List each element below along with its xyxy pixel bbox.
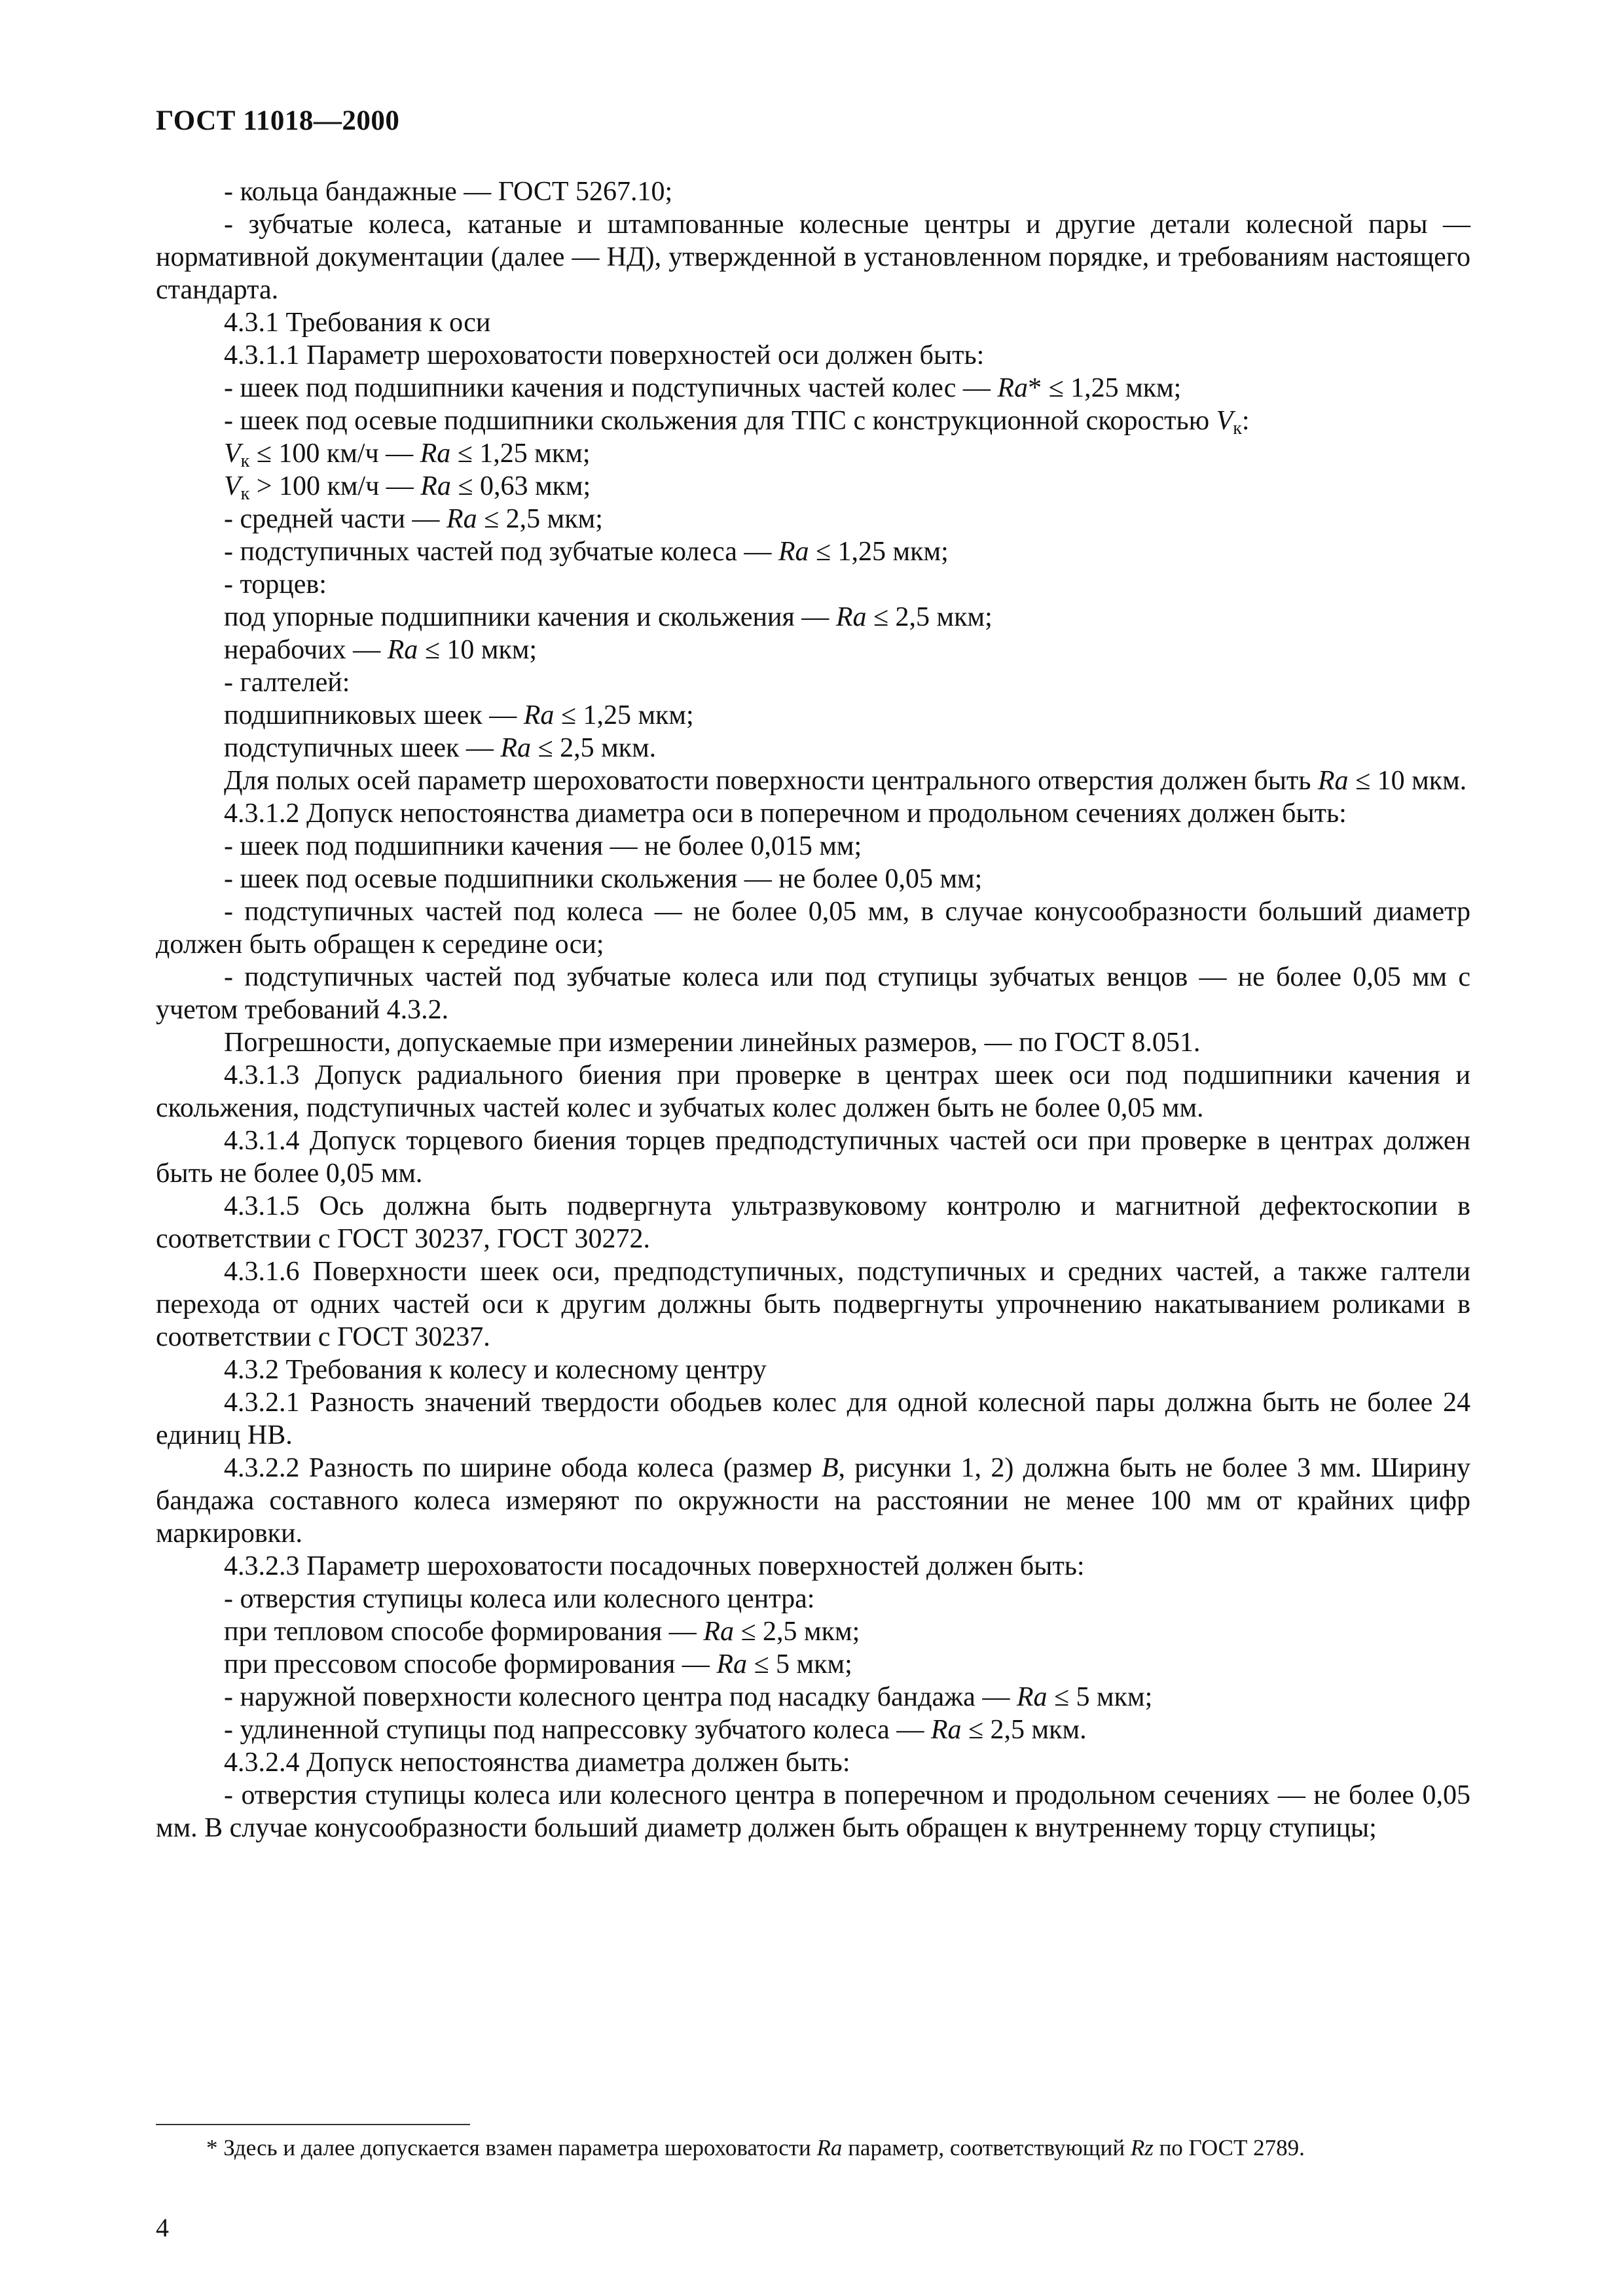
text-run: ≤ 0,63 мкм; — [450, 471, 591, 501]
paragraph — [156, 437, 1470, 470]
text-run: ≤ 100 км/ч — — [249, 439, 420, 469]
text-run: подступичных шеек — — [224, 733, 501, 763]
paragraph — [156, 306, 1470, 339]
paragraph — [156, 568, 1470, 601]
subscript: к — [1233, 418, 1242, 439]
subscript: к — [240, 451, 250, 471]
footnote — [156, 2134, 1470, 2162]
page-number: 4 — [156, 2213, 169, 2242]
text-run: * ≤ 1,25 мкм; — [1028, 373, 1182, 403]
text-run: ≤ 1,25 мкм; — [809, 537, 949, 567]
italic-symbol: Ra — [500, 733, 532, 763]
italic-symbol: Ra — [446, 504, 477, 534]
paragraph — [156, 1583, 1470, 1615]
paragraph — [156, 1026, 1470, 1059]
text-run: при прессовом способе формирования — — [224, 1649, 717, 1679]
text-run: под упорные подшипники качения и скольжения — — [224, 602, 836, 632]
text-run: - средней части — — [224, 504, 447, 534]
text-run: - подступичных частей под зубчатые колеса или под ступицы зубчатых венцов — не более 0,05 мм с учетом требований 4.3.2. — [156, 962, 1470, 1025]
paragraph — [156, 601, 1470, 634]
paragraph — [156, 732, 1470, 764]
paragraph — [156, 1354, 1470, 1386]
text-run: параметр, соответствующий — [842, 2135, 1131, 2161]
text-run: ≤ 2,5 мкм. — [531, 733, 657, 763]
italic-symbol: В — [821, 1453, 839, 1483]
text-run: - зубчатые колеса, катаные и штампованные колесные центры и другие детали колесной пары — нормативной документации (далее — НД), утвержденной в установленном порядке, и требованиям настоящего стандарта. — [156, 209, 1470, 305]
text-run: , рисунки 1, 2) должна быть не более 3 мм. Ширину бандажа составного колеса измеряют по окружности на расстоянии не менее 100 мм от крайних цифр маркировки. — [156, 1453, 1470, 1549]
document-header: ГОСТ 11018—2000 — [156, 105, 400, 136]
text-run: 4.3.2.2 Разность по ширине обода колеса (размер — [224, 1453, 822, 1483]
footnote-divider — [156, 2124, 470, 2125]
paragraph — [156, 830, 1470, 863]
paragraph — [156, 470, 1470, 503]
paragraph — [156, 666, 1470, 699]
paragraph — [156, 1255, 1470, 1354]
text-run: по ГОСТ 2789. — [1153, 2135, 1305, 2161]
italic-symbol: Ra — [420, 471, 451, 501]
paragraph — [156, 1452, 1470, 1550]
text-run: - торцев: — [224, 569, 327, 600]
italic-symbol: Ra — [778, 537, 809, 567]
paragraph — [156, 895, 1470, 961]
text-run: Погрешности, допускаемые при измерении линейных размеров, — по ГОСТ 8.051. — [224, 1028, 1201, 1058]
italic-symbol: Ra — [716, 1649, 747, 1679]
paragraph — [156, 372, 1470, 404]
text-run: ≤ 1,25 мкм; — [554, 700, 694, 730]
text-run: 4.3.2 Требования к колесу и колесному центру — [224, 1355, 767, 1385]
paragraph — [156, 503, 1470, 535]
paragraph — [156, 1190, 1470, 1255]
italic-symbol: V — [224, 471, 241, 501]
paragraph — [156, 404, 1470, 437]
paragraph — [156, 699, 1470, 732]
text-run: 4.3.2.3 Параметр шероховатости посадочных поверхностей должен быть: — [224, 1551, 1085, 1581]
italic-symbol: Ra — [1317, 766, 1349, 796]
paragraph — [156, 797, 1470, 830]
text-run: * Здесь и далее допускается взамен параметра шероховатости — [206, 2135, 817, 2161]
italic-symbol: Ra — [703, 1617, 734, 1647]
italic-symbol: V — [224, 439, 241, 469]
italic-symbol: Ra — [523, 700, 555, 730]
text-run: 4.3.1.4 Допуск торцевого биения торцев предподступичных частей оси при проверке в центрах должен быть не более 0,05 мм. — [156, 1126, 1470, 1189]
paragraph — [156, 1779, 1470, 1844]
text-run: нерабочих — — [224, 635, 388, 665]
italic-symbol: Ra — [997, 373, 1029, 403]
text-run: 4.3.1.3 Допуск радиального биения при проверке в центрах шеек оси под подшипники качения и скольжения, подступичных частей колес и зубчатых колес должен быть не более 0,05 мм. — [156, 1060, 1470, 1123]
paragraph — [156, 1746, 1470, 1779]
text-run: при тепловом способе формирования — — [224, 1617, 704, 1647]
text-run: - отверстия ступицы колеса или колесного центра в поперечном и продольном сечениях — не более 0,05 мм. В случае конусообразности больший диаметр должен быть обращен к внутреннему торцу ступицы; — [156, 1780, 1470, 1843]
paragraph — [156, 1550, 1470, 1583]
text-run: ≤ 5 мкм; — [1047, 1682, 1153, 1712]
text-run: ≤ 2,5 мкм; — [733, 1617, 860, 1647]
text-run: ≤ 10 мкм. — [1348, 766, 1467, 796]
italic-symbol: Ra — [835, 602, 867, 632]
italic-symbol: Ra — [387, 635, 418, 665]
italic-symbol: Ra — [816, 2135, 843, 2161]
paragraph — [156, 1386, 1470, 1452]
footnote-text — [156, 2134, 1470, 2162]
italic-symbol: Rz — [1130, 2135, 1154, 2161]
text-run: > 100 км/ч — — [249, 471, 421, 501]
text-run: - подступичных частей под колеса — не более 0,05 мм, в случае конусообразности больший диаметр должен быть обращен к середине оси; — [156, 897, 1470, 960]
paragraph — [156, 961, 1470, 1026]
paragraph — [156, 634, 1470, 666]
paragraph — [156, 339, 1470, 372]
text-run: подшипниковых шеек — — [224, 700, 524, 730]
text-run: - удлиненной ступицы под напрессовку зубчатого колеса — — [224, 1715, 931, 1745]
text-run: : — [1241, 406, 1250, 436]
text-run: - кольца бандажные — ГОСТ 5267.10; — [224, 177, 673, 207]
text-run: ≤ 10 мкм; — [418, 635, 538, 665]
paragraph — [156, 1648, 1470, 1681]
text-run: - наружной поверхности колесного центра под насадку бандажа — — [224, 1682, 1017, 1712]
italic-symbol: Ra — [420, 439, 451, 469]
italic-symbol: V — [1216, 406, 1233, 436]
text-run: ≤ 5 мкм; — [746, 1649, 852, 1679]
paragraph — [156, 1615, 1470, 1648]
text-run: 4.3.1 Требования к оси — [224, 308, 491, 338]
paragraph — [156, 175, 1470, 208]
subscript: к — [240, 484, 250, 504]
text-run: - подступичных частей под зубчатые колеса — — [224, 537, 778, 567]
text-run: - шеек под подшипники качения и подступичных частей колес — — [224, 373, 998, 403]
text-run: - галтелей: — [224, 668, 350, 698]
paragraph — [156, 1713, 1470, 1746]
paragraph — [156, 863, 1470, 895]
text-run: 4.3.2.4 Допуск непостоянства диаметра должен быть: — [224, 1748, 850, 1778]
text-run: 4.3.1.2 Допуск непостоянства диаметра оси в поперечном и продольном сечениях должен быть: — [224, 798, 1347, 829]
paragraph — [156, 1059, 1470, 1124]
paragraph — [156, 1681, 1470, 1713]
document-body — [156, 175, 1470, 1844]
italic-symbol: Ra — [930, 1715, 962, 1745]
text-run: - шеек под осевые подшипники скольжения для ТПС с конструкционной скоростью — [224, 406, 1216, 436]
text-run: Для полых осей параметр шероховатости поверхности центрального отверстия должен быть — [224, 766, 1318, 796]
paragraph — [156, 208, 1470, 306]
text-run: 4.3.1.1 Параметр шероховатости поверхностей оси должен быть: — [224, 340, 985, 370]
text-run: 4.3.1.6 Поверхности шеек оси, предподступичных, подступичных и средних частей, а также галтели перехода от одних частей оси к другим должны быть подвергнуты упрочнению накатыванием роликами в соответствии с ГОСТ 30237. — [156, 1257, 1470, 1352]
text-run: 4.3.1.5 Ось должна быть подвергнута ультразвуковому контролю и магнитной дефектоскопии в соответствии с ГОСТ 30237, ГОСТ 30272. — [156, 1191, 1470, 1254]
paragraph — [156, 535, 1470, 568]
paragraph — [156, 1124, 1470, 1190]
text-run: - шеек под подшипники качения — не более 0,015 мм; — [224, 831, 862, 861]
text-run: - отверстия ступицы колеса или колесного центра: — [224, 1584, 815, 1614]
text-run: ≤ 2,5 мкм; — [477, 504, 603, 534]
text-run: ≤ 2,5 мкм; — [866, 602, 993, 632]
text-run: - шеек под осевые подшипники скольжения — не более 0,05 мм; — [224, 864, 983, 894]
text-run: ≤ 2,5 мкм. — [961, 1715, 1087, 1745]
italic-symbol: Ra — [1016, 1682, 1048, 1712]
paragraph — [156, 764, 1470, 797]
text-run: ≤ 1,25 мкм; — [450, 439, 591, 469]
text-run: 4.3.2.1 Разность значений твердости ободьев колес для одной колесной пары должна быть не более 24 единиц НВ. — [156, 1388, 1470, 1450]
